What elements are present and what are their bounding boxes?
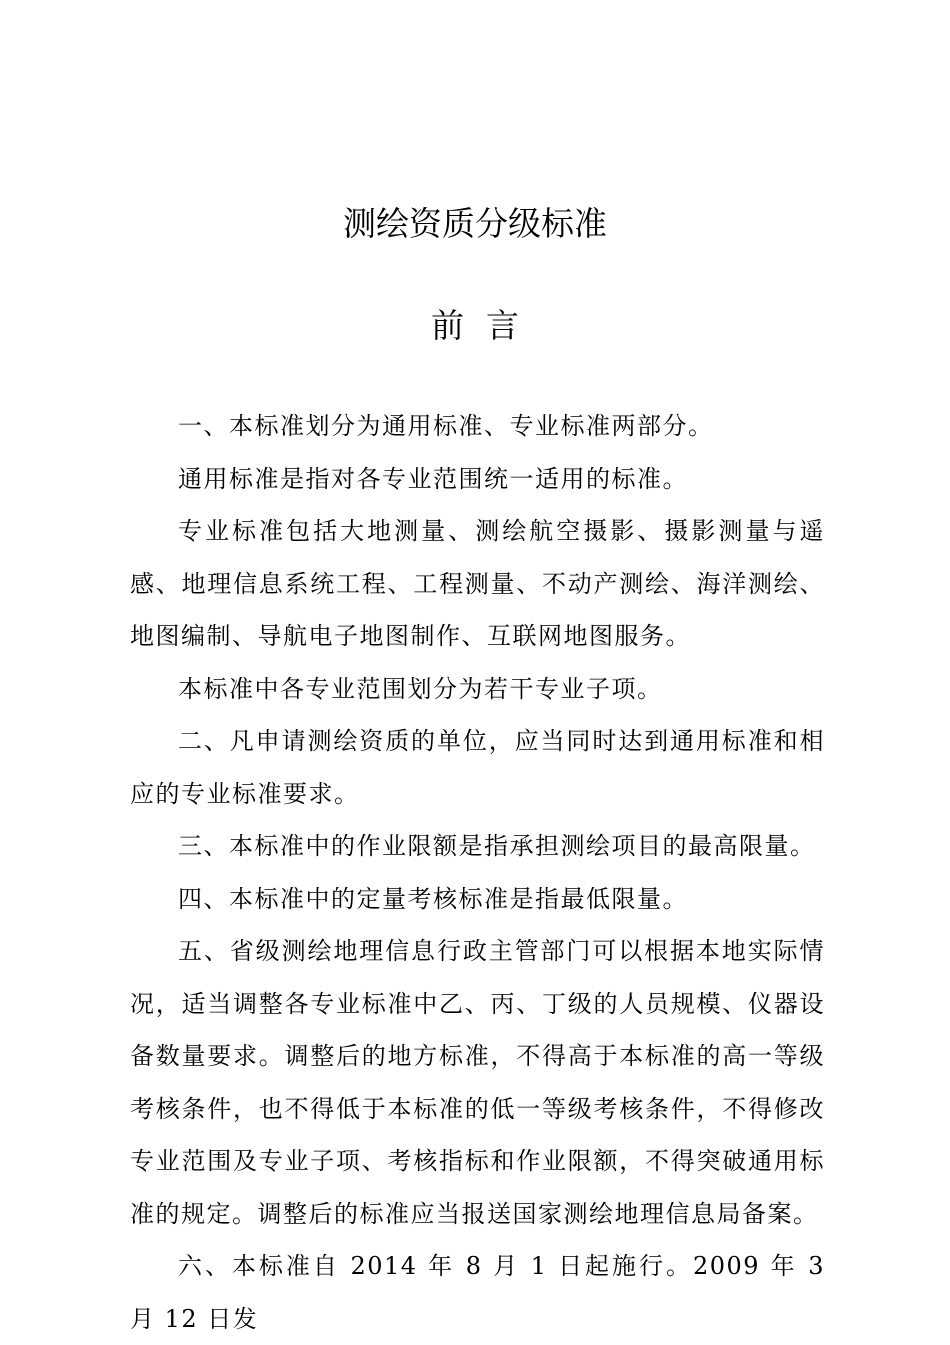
paragraph-3: 专业标准包括大地测量、测绘航空摄影、摄影测量与遥感、地理信息系统工程、工程测量、不动产测绘、海洋测绘、地图编制、导航电子地图制作、互联网地图服务。: [130, 517, 825, 650]
section-heading: 前言: [431, 306, 541, 345]
paragraph-2: 通用标准是指对各专业范围统一适用的标准。: [178, 464, 688, 493]
document-title: 测绘资质分级标准: [343, 204, 607, 243]
paragraph-8: 五、省级测绘地理信息行政主管部门可以根据本地实际情况，适当调整各专业标准中乙、丙、丁级的人员规模、仪器设备数量要求。调整后的地方标准，不得高于本标准的高一等级考核条件，也不得低于本标准的低一等级考核条件，不得修改专业范围及专业子项、考核指标和作业限额，不得突破通用标准的规定。调整后的标准应当报送国家测绘地理信息局备案。: [130, 937, 825, 1228]
paragraph-1: 一、本标准划分为通用标准、专业标准两部分。: [178, 412, 714, 440]
paragraph-9: 六、本标准自 2014 年 8 月 1 日起施行。2009 年 3 月 12 日发: [130, 1252, 825, 1333]
paragraph-4: 本标准中各专业范围划分为若干专业子项。: [178, 674, 663, 703]
paragraph-6: 三、本标准中的作业限额是指承担测绘项目的最高限量。: [178, 832, 816, 860]
paragraph-5: 二、凡申请测绘资质的单位，应当同时达到通用标准和相应的专业标准要求。: [130, 727, 825, 808]
document-body: [130, 400, 825, 1345]
paragraph-7: 四、本标准中的定量考核标准是指最低限量。: [178, 884, 688, 913]
